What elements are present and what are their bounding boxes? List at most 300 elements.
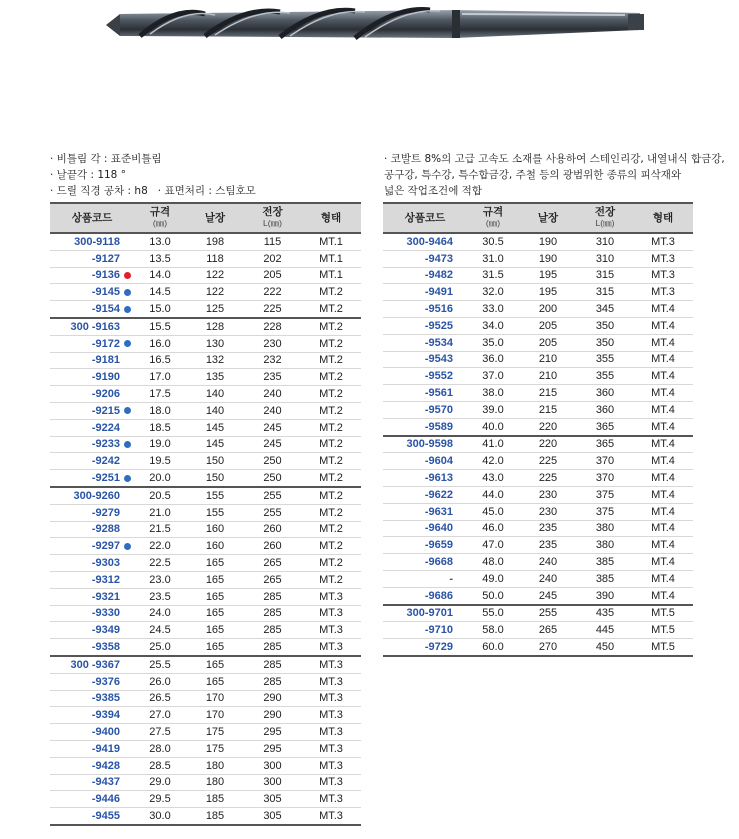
total-length-cell: 355 <box>577 351 633 368</box>
total-length-cell: 360 <box>577 385 633 402</box>
flute-length-cell: 190 <box>519 233 577 250</box>
total-length-cell: 380 <box>577 520 633 537</box>
shape-cell: MT.3 <box>301 757 361 774</box>
shape-cell: MT.4 <box>633 401 693 418</box>
total-length-cell: 250 <box>244 470 301 487</box>
product-code-cell: - <box>383 570 467 587</box>
table-row <box>50 487 361 504</box>
diameter-cell: 17.5 <box>134 386 186 403</box>
diameter-cell: 22.5 <box>134 555 186 572</box>
shape-cell: MT.2 <box>301 436 361 453</box>
diameter-cell: 34.0 <box>467 317 519 334</box>
diameter-cell: 14.0 <box>134 267 186 284</box>
product-code-cell: -9604 <box>383 453 467 470</box>
product-code-cell: -9668 <box>383 554 467 571</box>
flute-length-cell: 165 <box>186 656 244 673</box>
blue-dot-icon <box>124 306 131 313</box>
table-row <box>383 520 693 537</box>
flute-length-cell: 215 <box>519 385 577 402</box>
diameter-cell: 32.0 <box>467 284 519 301</box>
product-code-cell: -9419 <box>50 740 134 757</box>
shape-cell: MT.4 <box>633 301 693 318</box>
total-length-cell: 245 <box>244 436 301 453</box>
diameter-cell: 44.0 <box>467 486 519 503</box>
table-row <box>50 301 361 318</box>
product-code-cell: -9589 <box>383 418 467 435</box>
product-code-cell: 300 -9163 <box>50 318 134 335</box>
product-code-cell: -9127 <box>50 250 134 267</box>
table-row <box>50 402 361 419</box>
diameter-cell: 13.5 <box>134 250 186 267</box>
total-length-cell: 250 <box>244 453 301 470</box>
shape-cell: MT.2 <box>301 504 361 521</box>
table-row <box>50 757 361 774</box>
shape-cell: MT.5 <box>633 622 693 639</box>
product-code-cell: -9473 <box>383 250 467 267</box>
diameter-cell: 36.0 <box>467 351 519 368</box>
product-code-cell: -9288 <box>50 521 134 538</box>
blue-dot-icon <box>124 475 131 482</box>
shape-cell: MT.3 <box>301 774 361 791</box>
table-row <box>50 352 361 369</box>
total-length-cell: 390 <box>577 587 633 604</box>
diameter-cell: 20.5 <box>134 487 186 504</box>
header-shape: 형태 <box>633 203 693 233</box>
product-code-cell: -9385 <box>50 690 134 707</box>
diameter-cell: 13.0 <box>134 233 186 250</box>
diameter-cell: 27.5 <box>134 724 186 741</box>
total-length-cell: 445 <box>577 622 633 639</box>
shape-cell: MT.3 <box>633 250 693 267</box>
table-row <box>50 369 361 386</box>
diameter-cell: 14.5 <box>134 284 186 301</box>
product-code-cell: 300-9260 <box>50 487 134 504</box>
diameter-cell: 15.0 <box>134 301 186 318</box>
table-row <box>383 436 693 453</box>
table-row <box>50 386 361 403</box>
flute-length-cell: 205 <box>519 334 577 351</box>
shape-cell: MT.2 <box>301 318 361 335</box>
diameter-cell: 58.0 <box>467 622 519 639</box>
shape-cell: MT.2 <box>301 487 361 504</box>
blue-dot-icon <box>124 543 131 550</box>
flute-length-cell: 165 <box>186 555 244 572</box>
table-row <box>50 284 361 301</box>
table-row <box>50 233 361 250</box>
table-row <box>50 639 361 656</box>
flute-length-cell: 118 <box>186 250 244 267</box>
shape-cell: MT.4 <box>633 436 693 453</box>
total-length-cell: 265 <box>244 571 301 588</box>
total-length-cell: 315 <box>577 284 633 301</box>
table-row <box>50 791 361 808</box>
spec-line <box>50 167 380 183</box>
total-length-cell: 232 <box>244 352 301 369</box>
table-row <box>50 267 361 284</box>
table-row <box>50 571 361 588</box>
shape-cell: MT.4 <box>633 385 693 402</box>
total-length-cell: 285 <box>244 622 301 639</box>
flute-length-cell: 235 <box>519 537 577 554</box>
total-length-cell: 285 <box>244 673 301 690</box>
flute-length-cell: 235 <box>519 520 577 537</box>
flute-length-cell: 125 <box>186 301 244 318</box>
product-code-cell: -9190 <box>50 369 134 386</box>
diameter-cell: 39.0 <box>467 401 519 418</box>
shape-cell: MT.4 <box>633 520 693 537</box>
shape-cell: MT.2 <box>301 386 361 403</box>
flute-length-cell: 122 <box>186 267 244 284</box>
flute-length-cell: 175 <box>186 724 244 741</box>
flute-length-cell: 122 <box>186 284 244 301</box>
flute-length-cell: 190 <box>519 250 577 267</box>
table-row <box>383 267 693 284</box>
total-length-cell: 260 <box>244 538 301 555</box>
header-diameter: 규격 (㎜) <box>467 203 519 233</box>
flute-length-cell: 180 <box>186 774 244 791</box>
product-code-cell: -9710 <box>383 622 467 639</box>
spec-line <box>50 151 380 167</box>
shape-cell: MT.2 <box>301 335 361 352</box>
product-table-right <box>383 202 693 657</box>
shape-cell: MT.4 <box>633 351 693 368</box>
flute-length-cell: 145 <box>186 419 244 436</box>
diameter-cell: 33.0 <box>467 301 519 318</box>
total-length-cell: 355 <box>577 368 633 385</box>
diameter-cell: 29.5 <box>134 791 186 808</box>
diameter-cell: 45.0 <box>467 503 519 520</box>
diameter-cell: 40.0 <box>467 418 519 435</box>
flute-length-cell: 175 <box>186 740 244 757</box>
spec-description-line: · 코발트 8%의 고급 고속도 소재를 사용하여 스테인리강, 내열내식 합금강, <box>384 153 725 165</box>
table-row <box>50 588 361 605</box>
diameter-cell: 25.0 <box>134 639 186 656</box>
total-length-cell: 222 <box>244 284 301 301</box>
flute-length-cell: 132 <box>186 352 244 369</box>
blue-dot-icon <box>124 289 131 296</box>
flute-length-cell: 230 <box>519 503 577 520</box>
product-code-cell: -9534 <box>383 334 467 351</box>
shape-cell: MT.4 <box>633 587 693 604</box>
product-code-cell: 300 -9367 <box>50 656 134 673</box>
flute-length-cell: 165 <box>186 622 244 639</box>
shape-cell: MT.2 <box>301 284 361 301</box>
product-code-cell: -9400 <box>50 724 134 741</box>
spec-notes-left <box>50 151 380 199</box>
flute-length-cell: 130 <box>186 335 244 352</box>
product-code-cell: -9303 <box>50 555 134 572</box>
product-code-cell: -9312 <box>50 571 134 588</box>
diameter-cell: 23.5 <box>134 588 186 605</box>
flute-length-cell: 245 <box>519 587 577 604</box>
flute-length-cell: 180 <box>186 757 244 774</box>
shape-cell: MT.2 <box>301 453 361 470</box>
flute-length-cell: 165 <box>186 588 244 605</box>
product-code-cell: -9376 <box>50 673 134 690</box>
diameter-cell: 50.0 <box>467 587 519 604</box>
drill-product-image <box>0 0 739 60</box>
table-row <box>383 605 693 622</box>
spec-line <box>50 183 380 199</box>
flute-length-cell: 270 <box>519 639 577 656</box>
product-code-cell: -9330 <box>50 605 134 622</box>
diameter-cell: 41.0 <box>467 436 519 453</box>
product-code-cell: -9297 <box>50 538 134 555</box>
product-code-cell: -9525 <box>383 317 467 334</box>
shape-cell: MT.4 <box>633 334 693 351</box>
spec-point-angle: · 날끝각 : 118 ° <box>50 169 126 181</box>
table-row <box>50 419 361 436</box>
diameter-cell: 29.0 <box>134 774 186 791</box>
total-length-cell: 350 <box>577 334 633 351</box>
shape-cell: MT.3 <box>301 791 361 808</box>
flute-length-cell: 200 <box>519 301 577 318</box>
total-length-cell: 205 <box>244 267 301 284</box>
spec-notes-right <box>384 151 736 199</box>
flute-length-cell: 150 <box>186 470 244 487</box>
shape-cell: MT.4 <box>633 537 693 554</box>
table-row <box>383 233 693 250</box>
shape-cell: MT.2 <box>301 402 361 419</box>
header-flute-length: 날장 <box>519 203 577 233</box>
diameter-cell: 24.0 <box>134 605 186 622</box>
product-code-cell: 300-9598 <box>383 436 467 453</box>
product-code-cell: -9561 <box>383 385 467 402</box>
shape-cell: MT.3 <box>301 656 361 673</box>
diameter-cell: 43.0 <box>467 470 519 487</box>
diameter-cell: 49.0 <box>467 570 519 587</box>
diameter-cell: 38.0 <box>467 385 519 402</box>
total-length-cell: 285 <box>244 588 301 605</box>
diameter-cell: 24.5 <box>134 622 186 639</box>
flute-length-cell: 155 <box>186 504 244 521</box>
table-header-row <box>50 203 361 233</box>
table-row <box>383 587 693 604</box>
table-row <box>50 436 361 453</box>
shape-cell: MT.5 <box>633 605 693 622</box>
total-length-cell: 360 <box>577 401 633 418</box>
product-code-cell: -9570 <box>383 401 467 418</box>
product-code-cell: -9428 <box>50 757 134 774</box>
table-row <box>50 673 361 690</box>
product-code-cell: 300-9701 <box>383 605 467 622</box>
total-length-cell: 255 <box>244 504 301 521</box>
shape-cell: MT.3 <box>633 267 693 284</box>
blue-dot-icon <box>124 340 131 347</box>
product-code-cell: -9154 <box>50 301 134 318</box>
shape-cell: MT.4 <box>633 418 693 435</box>
flute-length-cell: 220 <box>519 418 577 435</box>
diameter-cell: 22.0 <box>134 538 186 555</box>
flute-length-cell: 155 <box>186 487 244 504</box>
flute-length-cell: 128 <box>186 318 244 335</box>
red-dot-icon <box>124 272 131 279</box>
diameter-cell: 21.0 <box>134 504 186 521</box>
table-row <box>50 740 361 757</box>
shape-cell: MT.4 <box>633 368 693 385</box>
spec-description-line: 공구강, 특수강, 특수합금강, 주철 등의 광범위한 종류의 피삭재와 <box>384 169 682 181</box>
total-length-cell: 365 <box>577 418 633 435</box>
diameter-cell: 26.5 <box>134 690 186 707</box>
flute-length-cell: 225 <box>519 453 577 470</box>
shape-cell: MT.2 <box>301 521 361 538</box>
shape-cell: MT.1 <box>301 250 361 267</box>
total-length-cell: 300 <box>244 774 301 791</box>
shape-cell: MT.4 <box>633 453 693 470</box>
table-row <box>383 301 693 318</box>
diameter-cell: 19.5 <box>134 453 186 470</box>
shape-cell: MT.3 <box>301 707 361 724</box>
shape-cell: MT.2 <box>301 419 361 436</box>
flute-length-cell: 160 <box>186 521 244 538</box>
table-row <box>383 639 693 656</box>
shape-cell: MT.2 <box>301 352 361 369</box>
shape-cell: MT.3 <box>301 639 361 656</box>
diameter-cell: 16.0 <box>134 335 186 352</box>
table-row <box>383 470 693 487</box>
product-code-cell: -9622 <box>383 486 467 503</box>
table-row <box>383 486 693 503</box>
diameter-cell: 21.5 <box>134 521 186 538</box>
total-length-cell: 365 <box>577 436 633 453</box>
shape-cell: MT.2 <box>301 369 361 386</box>
total-length-cell: 255 <box>244 487 301 504</box>
header-flute-length: 날장 <box>186 203 244 233</box>
header-total-length: 전장 L(㎜) <box>244 203 301 233</box>
total-length-cell: 385 <box>577 570 633 587</box>
total-length-cell: 375 <box>577 503 633 520</box>
product-code-cell: -9181 <box>50 352 134 369</box>
flute-length-cell: 165 <box>186 571 244 588</box>
table-row <box>50 318 361 335</box>
flute-length-cell: 198 <box>186 233 244 250</box>
product-code-cell: -9224 <box>50 419 134 436</box>
shape-cell: MT.3 <box>301 724 361 741</box>
diameter-cell: 15.5 <box>134 318 186 335</box>
total-length-cell: 285 <box>244 656 301 673</box>
flute-length-cell: 230 <box>519 486 577 503</box>
flute-length-cell: 265 <box>519 622 577 639</box>
diameter-cell: 55.0 <box>467 605 519 622</box>
product-code-cell: -9446 <box>50 791 134 808</box>
diameter-cell: 31.0 <box>467 250 519 267</box>
diameter-cell: 28.0 <box>134 740 186 757</box>
product-code-cell: -9233 <box>50 436 134 453</box>
table-row <box>50 521 361 538</box>
shape-cell: MT.2 <box>301 301 361 318</box>
shape-cell: MT.3 <box>301 605 361 622</box>
flute-length-cell: 140 <box>186 386 244 403</box>
product-code-cell: -9455 <box>50 808 134 825</box>
shape-cell: MT.3 <box>301 808 361 825</box>
table-row <box>383 570 693 587</box>
product-code-cell: -9349 <box>50 622 134 639</box>
table-row <box>50 724 361 741</box>
shape-cell: MT.4 <box>633 554 693 571</box>
diameter-cell: 25.5 <box>134 656 186 673</box>
total-length-cell: 265 <box>244 555 301 572</box>
total-length-cell: 300 <box>244 757 301 774</box>
table-row <box>50 656 361 673</box>
product-code-cell: -9659 <box>383 537 467 554</box>
product-code-cell: -9640 <box>383 520 467 537</box>
spec-twist-angle: · 비틀림 각 : 표준비틀림 <box>50 153 162 165</box>
shape-cell: MT.4 <box>633 486 693 503</box>
shape-cell: MT.2 <box>301 555 361 572</box>
diameter-cell: 35.0 <box>467 334 519 351</box>
product-table-left <box>50 202 361 826</box>
total-length-cell: 235 <box>244 369 301 386</box>
spec-description-line: 넓은 작업조건에 적합 <box>384 185 482 197</box>
table-row <box>50 555 361 572</box>
diameter-cell: 27.0 <box>134 707 186 724</box>
shape-cell: MT.3 <box>633 284 693 301</box>
diameter-cell: 47.0 <box>467 537 519 554</box>
diameter-cell: 20.0 <box>134 470 186 487</box>
diameter-cell: 23.0 <box>134 571 186 588</box>
shape-cell: MT.3 <box>301 622 361 639</box>
product-code-cell: -9172 <box>50 335 134 352</box>
table-row <box>383 368 693 385</box>
product-code-cell: -9631 <box>383 503 467 520</box>
product-code-cell: -9491 <box>383 284 467 301</box>
product-code-cell: -9251 <box>50 470 134 487</box>
product-code-cell: -9136 <box>50 267 134 284</box>
table-row <box>383 503 693 520</box>
table-row <box>383 385 693 402</box>
total-length-cell: 225 <box>244 301 301 318</box>
table-row <box>50 504 361 521</box>
product-code-cell: -9215 <box>50 402 134 419</box>
table-row <box>383 401 693 418</box>
table-row <box>383 334 693 351</box>
flute-length-cell: 170 <box>186 707 244 724</box>
table-row <box>383 351 693 368</box>
product-code-cell: -9482 <box>383 267 467 284</box>
total-length-cell: 375 <box>577 486 633 503</box>
table-row <box>50 470 361 487</box>
shape-cell: MT.3 <box>633 233 693 250</box>
diameter-cell: 60.0 <box>467 639 519 656</box>
shape-cell: MT.4 <box>633 317 693 334</box>
product-code-cell: -9686 <box>383 587 467 604</box>
flute-length-cell: 205 <box>519 317 577 334</box>
flute-length-cell: 220 <box>519 436 577 453</box>
total-length-cell: 435 <box>577 605 633 622</box>
product-code-cell: -9206 <box>50 386 134 403</box>
table-row <box>383 554 693 571</box>
total-length-cell: 245 <box>244 419 301 436</box>
total-length-cell: 310 <box>577 233 633 250</box>
header-total-length: 전장 L(㎜) <box>577 203 633 233</box>
table-row <box>383 317 693 334</box>
flute-length-cell: 135 <box>186 369 244 386</box>
diameter-cell: 26.0 <box>134 673 186 690</box>
shape-cell: MT.3 <box>301 740 361 757</box>
spec-surface-treatment: · 표면처리 : 스팀호모 <box>157 185 256 197</box>
flute-length-cell: 185 <box>186 808 244 825</box>
flute-length-cell: 240 <box>519 570 577 587</box>
blue-dot-icon <box>124 441 131 448</box>
total-length-cell: 305 <box>244 791 301 808</box>
diameter-cell: 19.0 <box>134 436 186 453</box>
total-length-cell: 315 <box>577 267 633 284</box>
diameter-cell: 48.0 <box>467 554 519 571</box>
flute-length-cell: 165 <box>186 605 244 622</box>
table-row <box>50 808 361 825</box>
table-row <box>383 418 693 435</box>
shape-cell: MT.2 <box>301 571 361 588</box>
